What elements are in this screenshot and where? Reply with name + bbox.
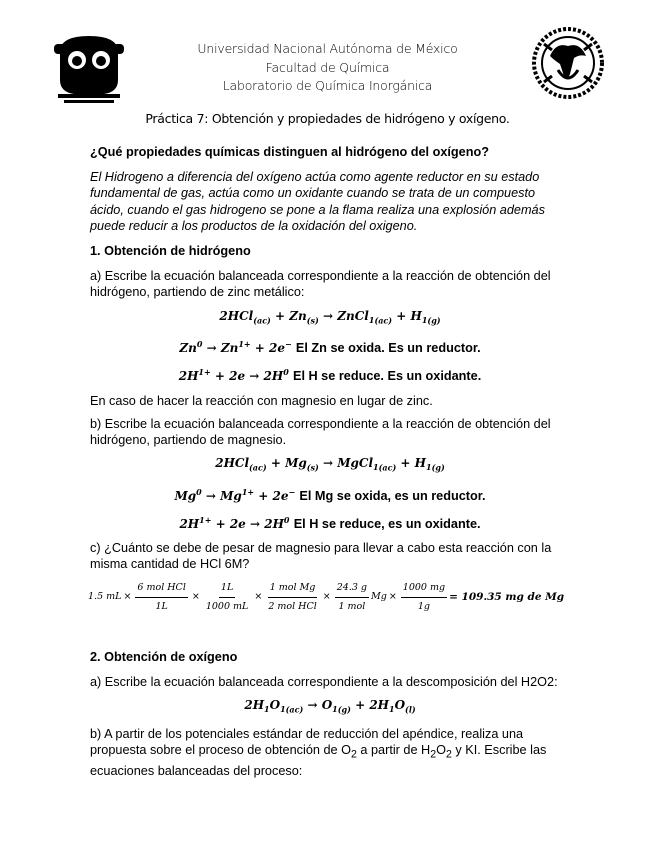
magnesium-text: En caso de hacer la reacción con magnesio en lugar de zinc.: [90, 393, 433, 408]
stoichiometry-calculation: 1.5 mL × $\frac{\text{6 mol HCl}}{1L}$ × $\frac{1L}{1000 mL}$ × $\frac{\text{1 mol Mg}}{\text{2 mol HCl}}$ × $\frac{24.3 g}{\text{1 mol}}$ Mg × $\frac{1000 mg}{1g}$ = 109.35 mg de Mg: [88, 580, 570, 615]
faculty-logo-icon: [50, 30, 128, 104]
university-name: Universidad Nacional Autónoma de México: [197, 41, 458, 56]
answer-paragraph: El Hidrogeno a diferencia del oxígeno actúa como agente reductor en su estado fundamental de gas, actúa como un oxidante cuando se trata de un compuesto ácido, cuando el gas hidrogeno se pone a la flama realiza una explosión además puede reducir a los productos de la oxidación del oxigeno.: [90, 170, 545, 233]
section-2-a-text: a) Escribe la ecuación balanceada correspondiente a la descomposición del H2O2:: [90, 675, 558, 690]
equation-zn-reaction: $2HCl_{(ac)} + Zn_{(s)}$ → ZnCl$_{1(ac)}$ + $H_{1(g)}$: [219, 308, 441, 326]
equation-h-reduction-1: $2H^{1+} + 2e \to 2H^0$ El H se reduce. Es un oxidante.: [178, 367, 482, 384]
section-1-c-text: c) ¿Cuánto se debe de pesar de magnesio para llevar a cabo esta reacción con la misma cantidad de HCl 6M?: [90, 541, 552, 572]
calc-factor-4: $\frac{24.3 g}{\text{1 mol}}$: [336, 581, 368, 612]
calc-start: 1.5 mL: [88, 591, 122, 603]
zn-oxidation-note: El Zn se oxida. Es un reductor.: [295, 341, 481, 356]
h-reduction-note-1: El H se reduce. Es un oxidante.: [292, 369, 482, 384]
calc-factor-1: $\frac{\text{6 mol HCl}}{1L}$: [137, 581, 186, 612]
section-1-b-text: b) Escribe la ecuación balanceada correspondiente a la reacción de obtención del hidrógeno, partiendo de magnesio.: [90, 416, 551, 448]
equation-mg-reaction: $2HCl_{(ac)} + Mg_{(s)}$ → MgCl$_{1(ac)}$ + $H_{1(g)}$: [215, 456, 445, 473]
institution-header: [150, 40, 505, 96]
section-2-b-text: b) A partir de los potenciales estándar de reducción del apéndice, realiza una propuesta sobre el proceso de obtención de $O_2$ a partir de $H_2O_2$ y KI. Escribe las ecuaciones balanceadas del proceso:: [90, 727, 547, 778]
unam-seal-icon: [530, 24, 606, 102]
calc-factor-3: $\frac{\text{1 mol Mg}}{\text{2 mol HCl}}$: [268, 581, 317, 612]
mg-oxidation-note: El Mg se oxida, es un reductor.: [299, 488, 486, 503]
section-1-title: 1. Obtención de hidrógeno: [90, 244, 251, 259]
equation-zn-oxidation: $Zn^0 \to Zn^{1+} + 2e^-$ El Zn se oxida. Es un reductor.: [179, 339, 481, 356]
practice-title: Práctica 7: Obtención y propiedades de hidrógeno y oxígeno.: [145, 111, 510, 126]
h-reduction-note-2: El H se reduce, es un oxidante.: [293, 517, 481, 532]
question-heading: ¿Qué propiedades químicas distinguen al hidrógeno del oxígeno?: [90, 145, 489, 159]
section-1-a-text: a) Escribe la ecuación balanceada correspondiente a la reacción de obtención del hidrógeno, partiendo de zinc metálico:: [90, 269, 551, 300]
equation-mg-oxidation: $Mg^0 \to Mg^{1+} + 2e^-$ El Mg se oxida, es un reductor.: [174, 486, 486, 503]
document-body: [90, 144, 570, 786]
calc-result: = 109.35 mg de Mg: [449, 591, 565, 604]
faculty-name: Facultad de Química: [265, 59, 390, 75]
calc-factor-4-unit: Mg: [371, 591, 387, 603]
equation-h-reduction-2: $2H^{1+} + 2e \to 2H^0$ El H se reduce, es un oxidante.: [179, 515, 481, 532]
section-2-title: 2. Obtención de oxígeno: [90, 650, 238, 665]
calc-factor-5: $\frac{1000 mg}{1g}$: [402, 581, 446, 612]
lab-name: Laboratorio de Química Inorgánica: [222, 78, 433, 93]
equation-h2o2-decomposition: $2H_1O_{1(ac)} \to O_{1(g)} + 2H_1O_{(l)}$: [244, 698, 416, 715]
calc-factor-2: $\frac{1L}{1000 mL}$: [205, 581, 249, 612]
